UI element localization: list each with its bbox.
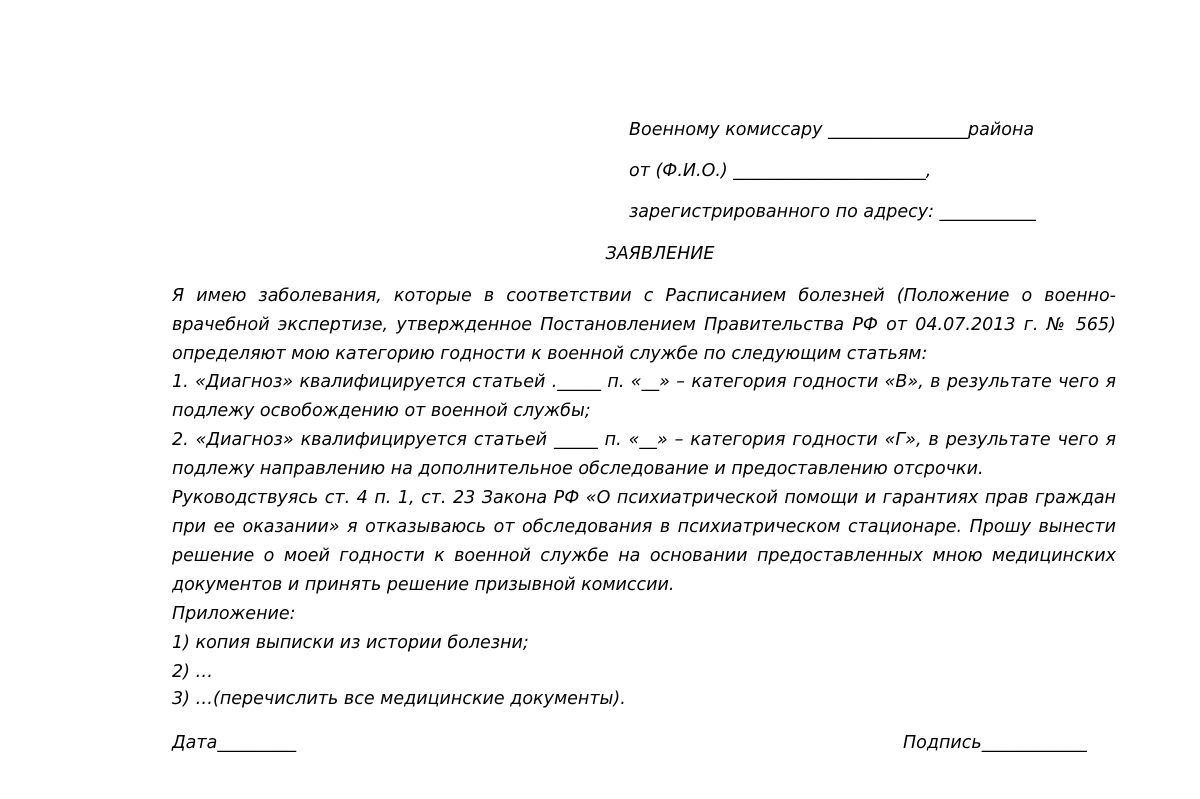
document-title: ЗАЯВЛЕНИЕ bbox=[605, 244, 715, 264]
attachments-label: Приложение: bbox=[172, 604, 296, 624]
date-field: Дата_________ bbox=[172, 733, 297, 753]
request-paragraph: Руководствуясь ст. 4 п. 1, ст. 23 Закона РФ «О психиатрической помощи и гарантиях прав граждан при ее оказании» я отказываюсь от обследования в психиатрическом стационаре. Прошу вынести решение о моей годности к военной службе на основании предоставленных мною медицинских документов и принять решение призывной комиссии. bbox=[172, 488, 1116, 595]
intro-paragraph: Я имею заболевания, которые в соответствии с Расписанием болезней (Положение о военно-врачебной экспертизе, утвержденное Постановлением Правительства РФ от 04.07.2013 г. № 565) определяют мою категорию годности к военной службе по следующим статьям: bbox=[172, 286, 1116, 364]
addressee-name-line: от (Ф.И.О.) ______________________, bbox=[629, 161, 932, 181]
attachment-item-1: 1) копия выписки из истории болезни; bbox=[172, 633, 529, 653]
attachment-item-2: 2) … bbox=[172, 662, 214, 682]
diagnosis-item-2: 2. «Диагноз» квалифицируется статьей _____ п. «__» – категория годности «Г», в результате чего я подлежу направлению на дополнительное обследование и предоставлению отсрочки. bbox=[172, 430, 1116, 479]
diagnosis-item-1: 1. «Диагноз» квалифицируется статьей ._____ п. «__» – категория годности «В», в результате чего я подлежу освобождению от военной службы; bbox=[172, 372, 1116, 421]
signature-field: Подпись____________ bbox=[903, 733, 1087, 753]
addressee-address-line: зарегистрированного по адресу: ___________ bbox=[629, 202, 1036, 222]
addressee-commissar-line: Военному комиссару ________________района bbox=[629, 120, 1035, 140]
attachment-item-3: 3) …(перечислить все медицинские документы). bbox=[172, 689, 626, 709]
